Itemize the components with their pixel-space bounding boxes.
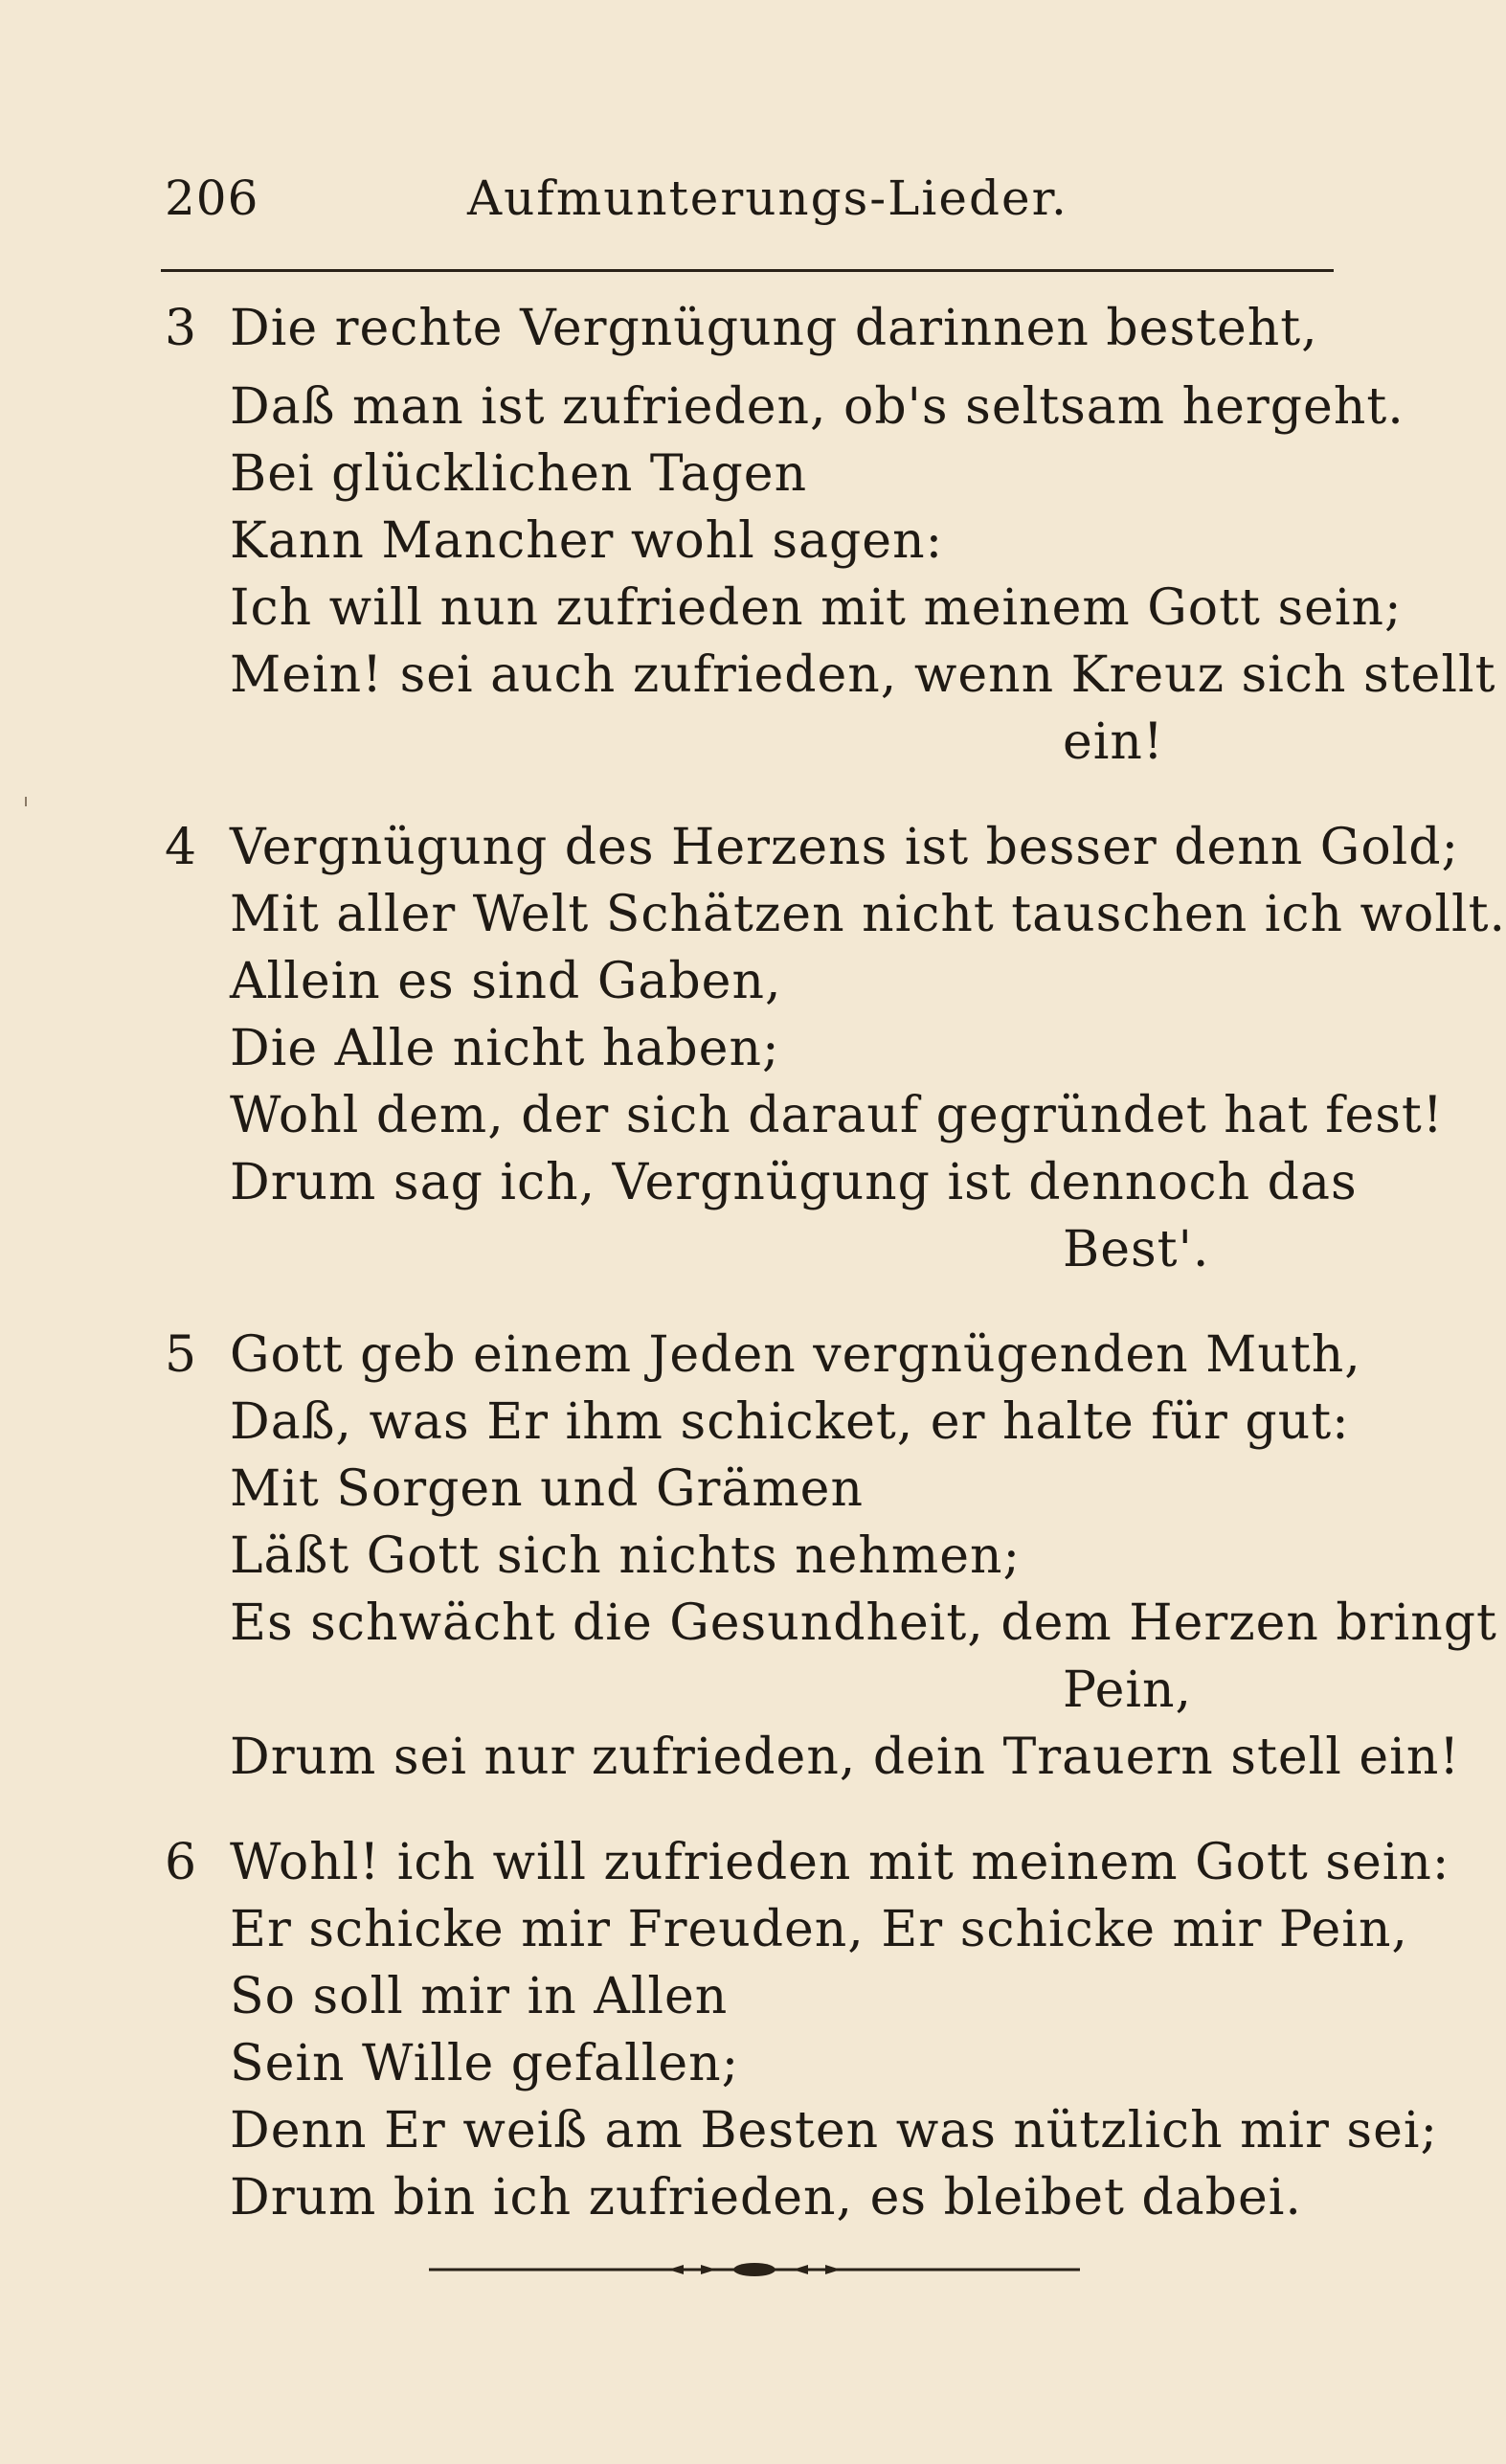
verse-line: Es schwächt die Gesundheit, dem Herzen bringt	[230, 1594, 1497, 1652]
verse-line: Kann Mancher wohl sagen:	[230, 512, 944, 570]
verse-line: Er schicke mir Freuden, Er schicke mir Pein,	[230, 1901, 1408, 1958]
verse-line: Läßt Gott sich nichts nehmen;	[230, 1527, 1022, 1585]
margin-speck	[25, 797, 27, 806]
verse-line: Bei glücklichen Tagen	[230, 445, 808, 503]
verse-line-continuation: ein!	[1063, 713, 1164, 771]
verse-line: Wohl! ich will zufrieden mit meinem Gott sein:	[230, 1834, 1450, 1891]
verse-line: Ich will nun zufrieden mit meinem Gott sein;	[230, 579, 1403, 637]
verse-line: Vergnügung des Herzens ist besser denn Gold;	[230, 819, 1460, 876]
verse-line: Mit aller Welt Schätzen nicht tauschen ich wollt.	[230, 886, 1506, 943]
verse-line: So soll mir in Allen	[230, 1968, 729, 2025]
verse-line: Gott geb einem Jeden vergnügenden Muth,	[230, 1326, 1361, 1384]
verse-line: Sein Wille gefallen;	[230, 2035, 740, 2092]
stanza-number: 6	[165, 1834, 197, 1891]
verse-line: Drum sei nur zufrieden, dein Trauern stell ein!	[230, 1729, 1461, 1786]
stanza-number: 4	[165, 819, 197, 876]
verse-line: Denn Er weiß am Besten was nützlich mir sei;	[230, 2102, 1439, 2159]
verse-line: Daß, was Er ihm schicket, er halte für gut:	[230, 1393, 1350, 1451]
verse-line: Mit Sorgen und Grämen	[230, 1460, 864, 1518]
stanza-number: 5	[165, 1326, 197, 1384]
verse-line: Daß man ist zufrieden, ob's seltsam hergeht.	[230, 378, 1405, 436]
verse-line: Mein! sei auch zufrieden, wenn Kreuz sich stellt	[230, 646, 1496, 704]
page-number: 206	[165, 170, 259, 226]
verse-line: Wohl dem, der sich darauf gegründet hat fest!	[230, 1087, 1444, 1144]
verse-line: Die rechte Vergnügung darinnen besteht,	[230, 300, 1318, 357]
stanza-number: 3	[165, 300, 197, 357]
running-head-title: Aufmunterungs-Lieder.	[467, 170, 1068, 226]
verse-line: Drum sag ich, Vergnügung ist dennoch das	[230, 1154, 1358, 1211]
verse-line: Die Alle nicht haben;	[230, 1020, 780, 1077]
verse-line: Drum bin ich zufrieden, es bleibet dabei.	[230, 2169, 1302, 2227]
verse-line-continuation: Pein,	[1063, 1662, 1193, 1719]
verse-line-continuation: Best'.	[1063, 1221, 1210, 1278]
verse-line: Allein es sind Gaben,	[230, 953, 782, 1010]
end-ornament-icon	[429, 2260, 1080, 2279]
header-rule	[161, 269, 1334, 272]
